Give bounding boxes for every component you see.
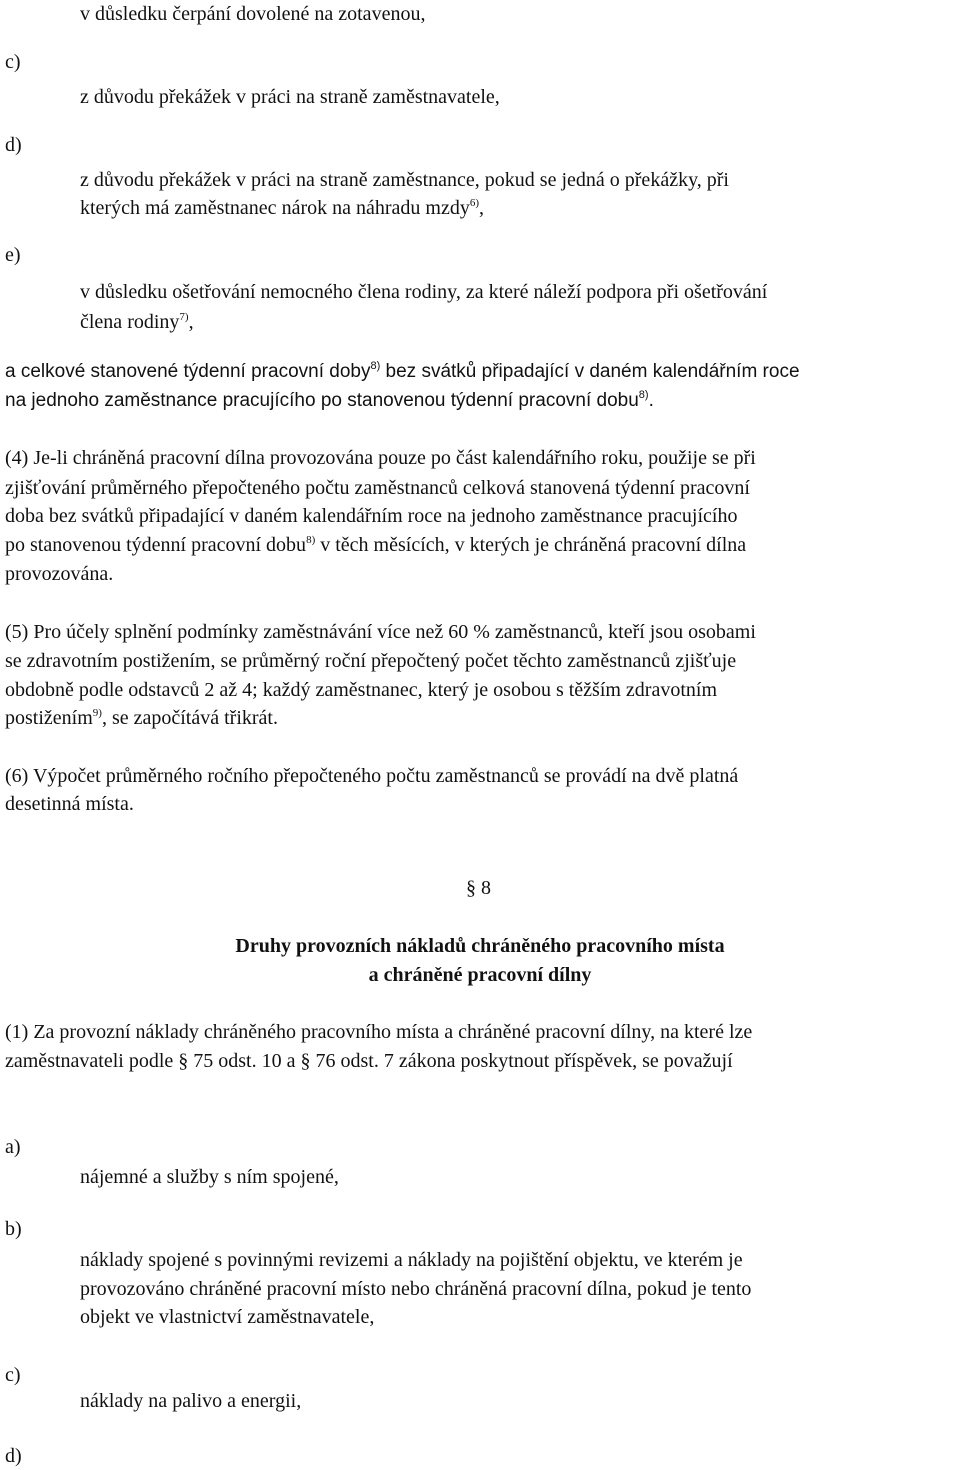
paragraph-5-line: obdobně podle odstavců 2 až 4; každý zaměstnanec, který je osobou s těžším zdravotním [5,679,718,701]
paragraph-4-line: doba bez svátků připadající v daném kalendářním roce na jednoho zaměstnance pracujícího [5,505,738,527]
list-item-text: v důsledku ošetřování nemocného člena rodiny, za které náleží podpora při ošetřování [80,281,768,303]
list-item-text: náklady na palivo a energii, [80,1390,302,1412]
list-item-text: člena rodiny$^{7)}$, [80,311,194,333]
paragraph-8-1-line: zaměstnavateli podle § 75 odst. 10 a § 76 odst. 7 zákona poskytnout příspěvek, se považují [5,1050,733,1072]
footnote-ref: 6) [469,197,479,209]
list-label: d) [5,134,22,156]
list-label: d) [5,1445,22,1467]
list-item-text: nájemné a služby s ním spojené, [80,1166,339,1188]
list-item-text: z důvodu překážek v práci na straně zaměstnavatele, [80,86,500,108]
list-item-text: kterých má zaměstnanec nárok na náhradu mzdy$^{6)}$, [80,197,484,219]
paragraph-5-line: se zdravotním postižením, se průměrný roční přepočtený počet těchto zaměstnanců zjišťuje [5,650,737,672]
footnote-ref: 7) [179,311,189,323]
list-item-text: objekt ve vlastnictví zaměstnavatele, [80,1306,375,1328]
list-item-text: v důsledku čerpání dovolené na zotavenou, [80,3,426,25]
section-number: § 8 [466,877,491,899]
list-label: c) [5,51,21,73]
footnote-ref: 8) [306,534,316,546]
footnote-ref: 9) [92,707,102,719]
list-item-text: provozováno chráněné pracovní místo nebo chráněná pracovní dílna, pokud je tento [80,1278,752,1300]
footnote-ref: 8) [370,360,381,372]
paragraph-6-line: (6) Výpočet průměrného ročního přepočteného počtu zaměstnanců se provádí na dvě platná [5,765,739,787]
list-label: e) [5,244,21,266]
list-item-text: z důvodu překážek v práci na straně zaměstnance, pokud se jedná o překážky, při [80,169,729,191]
list-label: c) [5,1364,21,1386]
paragraph-5-line: (5) Pro účely splnění podmínky zaměstnávání více než 60 % zaměstnanců, kteří jsou osobami [5,621,756,643]
paragraph-line: na jednoho zaměstnance pracujícího po stanovenou týdenní pracovní dobu$^{8)}$. [5,389,654,411]
list-label: b) [5,1218,22,1240]
list-item-text: náklady spojené s povinnými revizemi a náklady na pojištění objektu, ve kterém je [80,1249,743,1271]
section-title: Druhy provozních nákladů chráněného pracovního místa [235,935,725,957]
list-label: a) [5,1136,21,1158]
paragraph-4-line: provozována. [5,563,114,585]
section-title-2: a chráněné pracovní dílny [368,964,592,986]
paragraph-6-line: desetinná místa. [5,793,134,815]
paragraph-4-line: po stanovenou týdenní pracovní dobu$^{8)}$ v těch měsících, v kterých je chráněná pracovní dílna [5,534,747,556]
paragraph-4-line: (4) Je-li chráněná pracovní dílna provozována pouze po část kalendářního roku, použije se při [5,447,756,469]
footnote-ref: 8) [638,389,649,401]
paragraph-4-line: zjišťování průměrného přepočteného počtu zaměstnanců celková stanovená týdenní pracovní [5,477,750,499]
paragraph-line: a celkové stanovené týdenní pracovní doby$^{8)}$ bez svátků připadající v daném kalendářním roce [5,360,800,382]
paragraph-5-line: postižením$^{9)}$, se započítává třikrát. [5,707,278,729]
paragraph-8-1-line: (1) Za provozní náklady chráněného pracovního místa a chráněné pracovní dílny, na které lze [5,1021,753,1043]
